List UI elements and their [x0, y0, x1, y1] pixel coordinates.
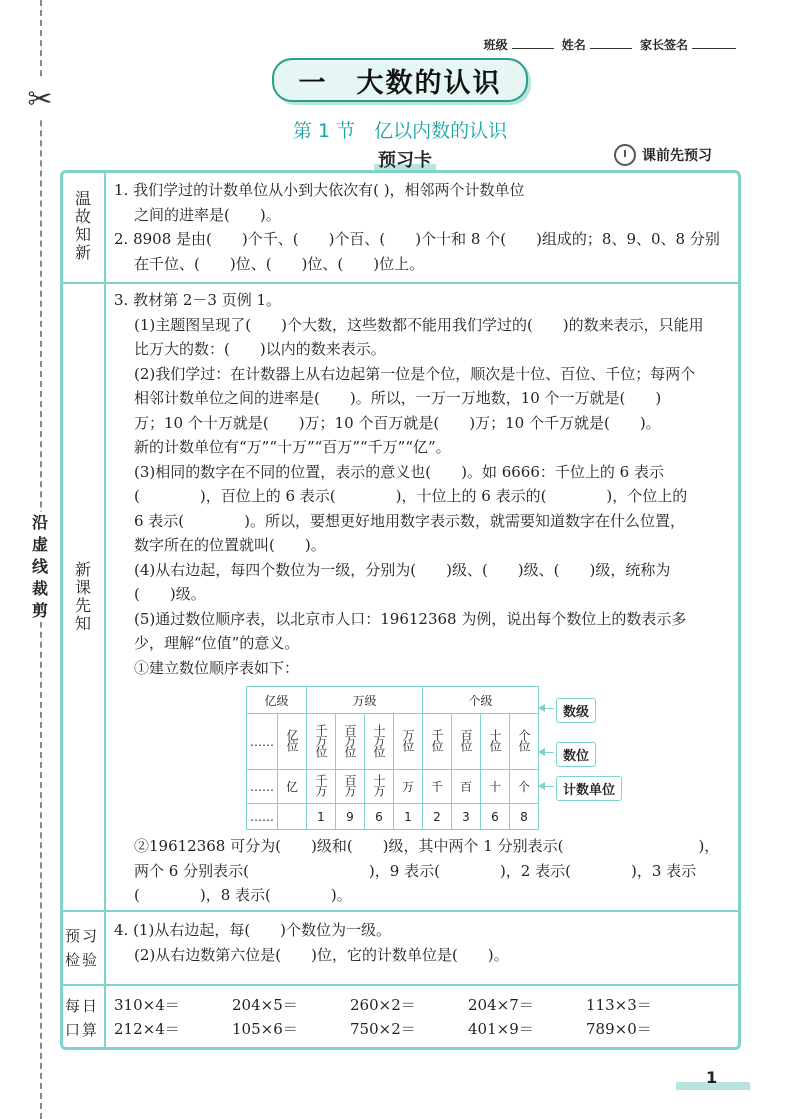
question-2-line: 在千位、( )位、( )位、( )位上。 [134, 254, 425, 273]
digit-cell [278, 804, 307, 830]
calc-item: 260×2＝ [350, 996, 416, 1014]
place-cell: 十位 [488, 729, 502, 751]
question-3-line: (4)从右边起，每四个数位为一级，分别为( )级、( )级、( )级，统称为 [134, 560, 671, 579]
place-cell: 千万位 [314, 723, 328, 757]
unit-cell: 十 [481, 770, 510, 804]
unit-cell: …… [247, 770, 278, 804]
place-cell: 千位 [430, 729, 444, 751]
digit-cell: 2 [423, 804, 452, 830]
question-3-line: 万；10 个十万就是( )万；10 个百万就是( )万；10 个千万就是( )。 [134, 413, 661, 432]
table-row-places [247, 714, 539, 770]
check-label: 预习检验 [64, 927, 99, 969]
card-title-text: 预习卡 [378, 150, 432, 171]
unit-title-banner [272, 58, 528, 102]
place-cell: 亿位 [285, 729, 299, 751]
section-title: 第 1 节 亿以内数的认识 [292, 120, 508, 142]
question-3-line: ( )，8 表示( )。 [134, 886, 352, 904]
place-value-table [246, 686, 539, 830]
side-label-places: 数位 [556, 742, 596, 767]
calc-item: 204×7＝ [468, 996, 534, 1014]
unit-cell: 百万 [343, 774, 357, 796]
question-3-line: 3. 教材第 2－3 页例 1。 [114, 291, 282, 309]
question-3-line: 比万大的数：( )以内的数来表示。 [134, 340, 386, 358]
question-1-line: 之间的进率是( )。 [134, 205, 281, 224]
question-3-line: (5)通过数位顺序表，以北京市人口：19612368 为例，说出每个数位上的数表示多 [134, 609, 687, 628]
new-label: 新课先知 [72, 561, 92, 633]
unit-title: 一 大数的认识 [298, 67, 502, 99]
preview-check-section [60, 910, 741, 984]
question-3-line: ( )，百位上的 6 表示( )，十位上的 6 表示的( )，个位上的 [134, 487, 688, 505]
place-cell: 十万位 [372, 723, 386, 757]
preview-badge [614, 144, 712, 166]
place-cell: 百位 [459, 729, 473, 751]
calc-item: 113×3＝ [586, 996, 652, 1014]
calc-item: 212×4＝ [114, 1020, 180, 1038]
calc-item: 401×9＝ [468, 1020, 534, 1038]
digit-cell: …… [247, 804, 278, 830]
question-3-line: 数字所在的位置就叫( )。 [134, 536, 326, 554]
question-3-line: ( )级。 [134, 585, 206, 603]
arrow-icon [540, 752, 554, 753]
question-3-line: (1)主题图呈现了( )个大数，这些数都不能用我们学过的( )的数来表示，只能用 [134, 315, 704, 334]
new-label-cell [60, 284, 106, 910]
parent-signature-blank[interactable] [692, 48, 736, 49]
card-title [360, 146, 450, 172]
question-3-line: 少，理解“位值”的意义。 [134, 634, 300, 652]
digit-cell: 3 [452, 804, 481, 830]
unit-cell: 十万 [372, 774, 386, 796]
place-cell: 百万位 [343, 723, 357, 757]
calc-row-2 [114, 1018, 704, 1039]
group-cell: 个级 [423, 687, 539, 714]
place-cell: 万位 [401, 729, 415, 751]
side-label-units: 计数单位 [556, 776, 622, 801]
digit-cell: 9 [336, 804, 365, 830]
class-blank[interactable] [512, 48, 554, 49]
calc-item: 204×5＝ [232, 996, 298, 1014]
daily-label: 每日口算 [64, 997, 99, 1039]
review-label: 温故知新 [72, 190, 92, 262]
new-content [114, 288, 733, 680]
daily-label-cell [60, 986, 106, 1050]
review-section [60, 170, 741, 282]
page-number: 1 [706, 1068, 718, 1087]
digit-cell: 1 [307, 804, 336, 830]
scissors-icon: ✂ [24, 80, 56, 120]
unit-cell: 千 [423, 770, 452, 804]
question-3-line: 两个 6 分别表示( )，9 表示( )，2 表示( )，3 表示 [134, 861, 697, 880]
arrow-icon [540, 786, 554, 787]
calc-item: 105×6＝ [232, 1020, 298, 1038]
name-label: 姓名 [561, 38, 586, 52]
question-4-line: (2)从右边数第六位是( )位，它的计数单位是( )。 [134, 945, 509, 964]
arrow-icon [540, 708, 554, 709]
question-2-line: 2. 8908 是由( )个千、( )个百、( )个十和 8 个( )组成的；8、9、0、8 分别 [114, 230, 720, 248]
review-content [114, 178, 733, 276]
digit-cell: 6 [481, 804, 510, 830]
calc-item: 310×4＝ [114, 996, 180, 1014]
calc-item: 750×2＝ [350, 1020, 416, 1038]
check-label-cell [60, 912, 106, 984]
unit-cell: 百 [452, 770, 481, 804]
question-3-line: ②19612368 可分为( )级和( )级，其中两个 1 分别表示( )， [134, 837, 720, 855]
side-label-groups: 数级 [556, 698, 596, 723]
digit-cell: 8 [510, 804, 539, 830]
question-3-line: ①建立数位顺序表如下： [134, 658, 300, 677]
question-3-line: 相邻计数单位之间的进率是( )。所以，一万一万地数，10 个一万就是( ) [134, 389, 662, 407]
parent-signature-label: 家长签名 [639, 38, 688, 52]
unit-cell: 亿 [278, 770, 307, 804]
question-3-line: 新的计数单位有“万”“十万”“百万”“千万”“亿”。 [134, 438, 451, 456]
student-info-header [484, 36, 740, 53]
check-content [114, 918, 733, 967]
unit-cell: 千万 [314, 774, 328, 796]
question-4-line: 4. (1)从右边起，每( )个数位为一级。 [114, 921, 392, 939]
preview-label: 课前先预习 [642, 148, 712, 164]
place-cell: 个位 [517, 729, 531, 751]
review-label-cell [60, 170, 106, 282]
calc-item: 789×0＝ [586, 1020, 652, 1038]
table-row-units [247, 770, 539, 804]
question-1-line: 1. 我们学过的计数单位从小到大依次有( )，相邻两个计数单位 [114, 181, 525, 199]
table-row-digits [247, 804, 539, 830]
group-cell: 万级 [307, 687, 423, 714]
place-cell: …… [247, 714, 278, 770]
unit-cell: 个 [510, 770, 539, 804]
new-content-after-table [114, 834, 733, 908]
cut-instruction: 沿虚线裁剪 [31, 513, 48, 620]
class-label: 班级 [483, 38, 508, 52]
group-cell: 亿级 [247, 687, 307, 714]
question-3-line: (2)我们学过：在计数器上从右边起第一位是个位，顺次是十位、百位、千位；每两个 [134, 364, 696, 383]
clock-icon [614, 144, 636, 166]
unit-cell: 万 [394, 770, 423, 804]
digit-cell: 6 [365, 804, 394, 830]
question-3-line: 6 表示( )。所以，要想更好地用数字表示数，就需要知道数字在什么位置， [134, 511, 686, 530]
name-blank[interactable] [590, 48, 632, 49]
calc-row-1 [114, 994, 704, 1015]
table-row-groups [247, 687, 539, 714]
digit-cell: 1 [394, 804, 423, 830]
question-3-line: (3)相同的数字在不同的位置，表示的意义也( )。如 6666：千位上的 6 表示 [134, 462, 664, 481]
